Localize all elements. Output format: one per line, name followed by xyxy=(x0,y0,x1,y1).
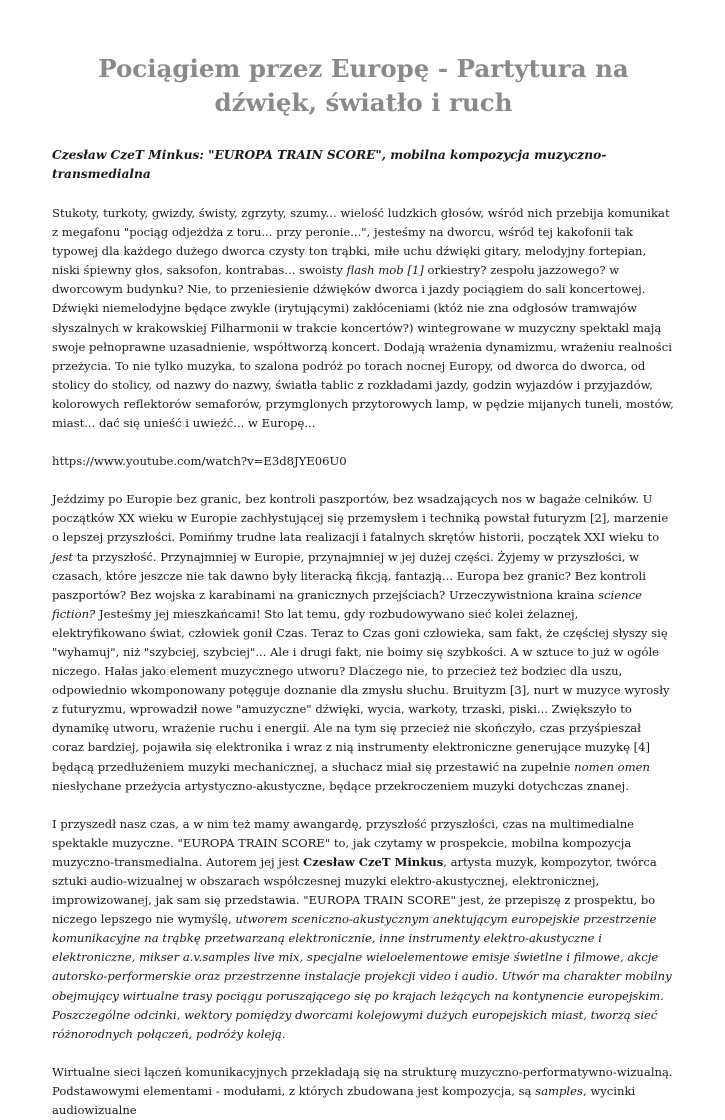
text-run-italic: nomen omen xyxy=(574,759,650,774)
text-run-italic: samples xyxy=(535,1083,583,1098)
paragraph-futurism xyxy=(52,490,675,796)
text-run-italic: science fiction? xyxy=(52,587,642,621)
paragraph-intro xyxy=(52,204,675,433)
text-run: ta przyszłość. Przynajmniej w Europie, przynajmniej w jej dużej części. Żyjemy w przyszłości, w czasach, które jeszcze nie tak dawno były literacką fikcją, fantazją... Europa bez granic? Bez kontroli paszportów? Bez wojska z karabinami na granicznych przejściach? Urzeczywistniona kraina xyxy=(52,549,646,602)
text-run-italic: jest xyxy=(52,549,74,564)
article-subtitle: Czesław CzeT Minkus: "EUROPA TRAIN SCORE", mobilna kompozycja muzyczno-transmedialna xyxy=(52,148,607,181)
author-name: Czesław CzeT Minkus xyxy=(303,854,444,869)
text-run-italic: utworem sceniczno-akustycznym anektującym europejskie przestrzenie komunikacyjne na trąbkę przetwarzaną elektronicznie, inne instrumenty elektro-akustyczne i elektroniczne, mikser a.v.samples live mix, specjalne wieloelementowe emisje świetlne i filmowe, akcje autorsko-performerskie oraz przestrzenne instalacje projekcji video i audio. Utwór ma charakter mobilny obejmujący wirtualne trasy pociągu poruszającego się po krajach leżących na kontynencie europejskim. Poszczególne odcinki, wektory pomiędzy dworcami kolejowymi dużych europejskich miast, tworzą sieć różnorodnych połączeń, podróży koleją. xyxy=(52,912,672,1041)
paragraph-structure xyxy=(52,1063,675,1120)
text-run: orkiestry? zespołu jazzowego? w dworcowym budynku? Nie, to przeniesienie dźwięków dworca i jazdy pociągiem do sali koncertowej. Dźwięki niemelodyjne będące zwykle (irytującymi) zakłóceniami (któż nie zna odgłosów tramwajów słyszalnych w krakowskiej Filharmonii w trakcie koncertów?) wintegrowane w muzyczny spektakl mają swoje pełnoprawne uzasadnienie, współtworzą koncert. Dodają wrażenia dynamizmu, wrażeniu realności przeżycia. To nie tylko muzyka, to szalona podróż po torach nocnej Europy, od dworca do dworca, od stolicy do stolicy, od nazwy do nazwy, światła tablic z rozkładami jazdy, godzin wyjazdów i przyjazdów, kolorowych reflektorów semaforów, przymglonych przytorowych lamp, w pędzie mijanych tuneli, mostów, miast... dać się unieść i uwieźć... w Europę... xyxy=(52,263,674,431)
text-run: Jesteśmy jej mieszkańcami! Sto lat temu, gdy rozbudowywano sieć kolei żelaznej, elektryfikowano świat, człowiek gonił Czas. Teraz to Czas goni człowieka, sam fakt, że częściej słyszy się "wyhamuj", niż "szybciej, szybciej"... Ale i drugi fakt, nie boimy się szybkości. A w sztuce to już w ogóle niczego. Hałas jako element muzycznego utworu? Dlaczego nie, to przecież też bodziec dla uszu, odpowiednio wkomponowany potęguje doznanie dla zmysłu słuchu. Bruityzm [3], nurt w muzyce wyrosły z futuryzmu, wprowadził nowe "amuzyczne" dźwięki, wycia, warkoty, trzaski, piski... Zwiększyło to dynamikę utworu, wrażenie ruchu i energii. Ale na tym się przecież nie skończyło, czas przyśpieszał coraz bardziej, pojawiła się elektronika i wraz z nią instrumenty elektroniczne generujące muzykę [4] będącą przedłużeniem muzyki mechanicznej, a słuchacz miał się przestawić na zupełnie xyxy=(52,606,670,774)
paragraph-author xyxy=(52,815,675,1044)
youtube-link[interactable]: https://www.youtube.com/watch?v=E3d8JYE06U0 xyxy=(52,454,347,469)
text-run: Wirtualne sieci łączeń komunikacyjnych przekładają się na strukturę muzyczno-performatywno-wizualną. Podstawowymi elementami - modułami, z których zbudowana jest kompozycja, są xyxy=(52,1064,673,1098)
text-run-italic: flash mob [1] xyxy=(346,263,424,278)
text-run: , artysta muzyk, kompozytor, twórca sztuki audio-wizualnej w obszarach współczesnej muzyki elektro-akustycznej, elektronicznej, improwizowanej, jak sam się przedstawia. "EUROPA TRAIN SCORE" jest, że przepiszę z prospektu, bo niczego lepszego nie wymyślę, xyxy=(52,854,657,927)
text-run: niesłychane przeżycia artystyczno-akustyczne, będące przekroczeniem muzyki dotychczas znanej. xyxy=(52,778,629,793)
page-title: Pociągiem przez Europę - Partytura na dźwięk, światło i ruch xyxy=(98,54,629,117)
text-run: Jeździmy po Europie bez granic, bez kontroli paszportów, bez wsadzających nos w bagaże celników. U początków XX wieku w Europie zachłystującej się przemysłem i techniką powstał futuryzm [2], marzenie o lepszej przyszłości. Pomińmy trudne lata realizacji i fatalnych skrętów historii, początek XXI wieku to xyxy=(52,492,669,545)
text-run: I przyszedł nasz czas, a w nim też mamy awangardę, przyszłość przyszłości, czas na multimedialne spektakle muzyczne. "EUROPA TRAIN SCORE" to, jak czytamy w prospekcie, mobilna kompozycja muzyczno-transmedialna. Autorem jej jest xyxy=(52,816,635,869)
text-run: , wycinki audiowizualne xyxy=(52,1083,636,1118)
text-run: Stukoty, turkoty, gwizdy, świsty, zgrzyty, szumy... wielość ludzkich głosów, wśród nich przebija komunikat z megafonu "pociąg odjeżdża z toru... przy peronie...", jesteśmy na dworcu, wśród tej kakofonii tak typowej dla każdego dużego dworca czysty ton trąbki, miłe uchu dźwięki gitary, melodyjny fortepian, niski śpiewny głos, saksofon, kontrabas... swoisty xyxy=(52,206,670,278)
